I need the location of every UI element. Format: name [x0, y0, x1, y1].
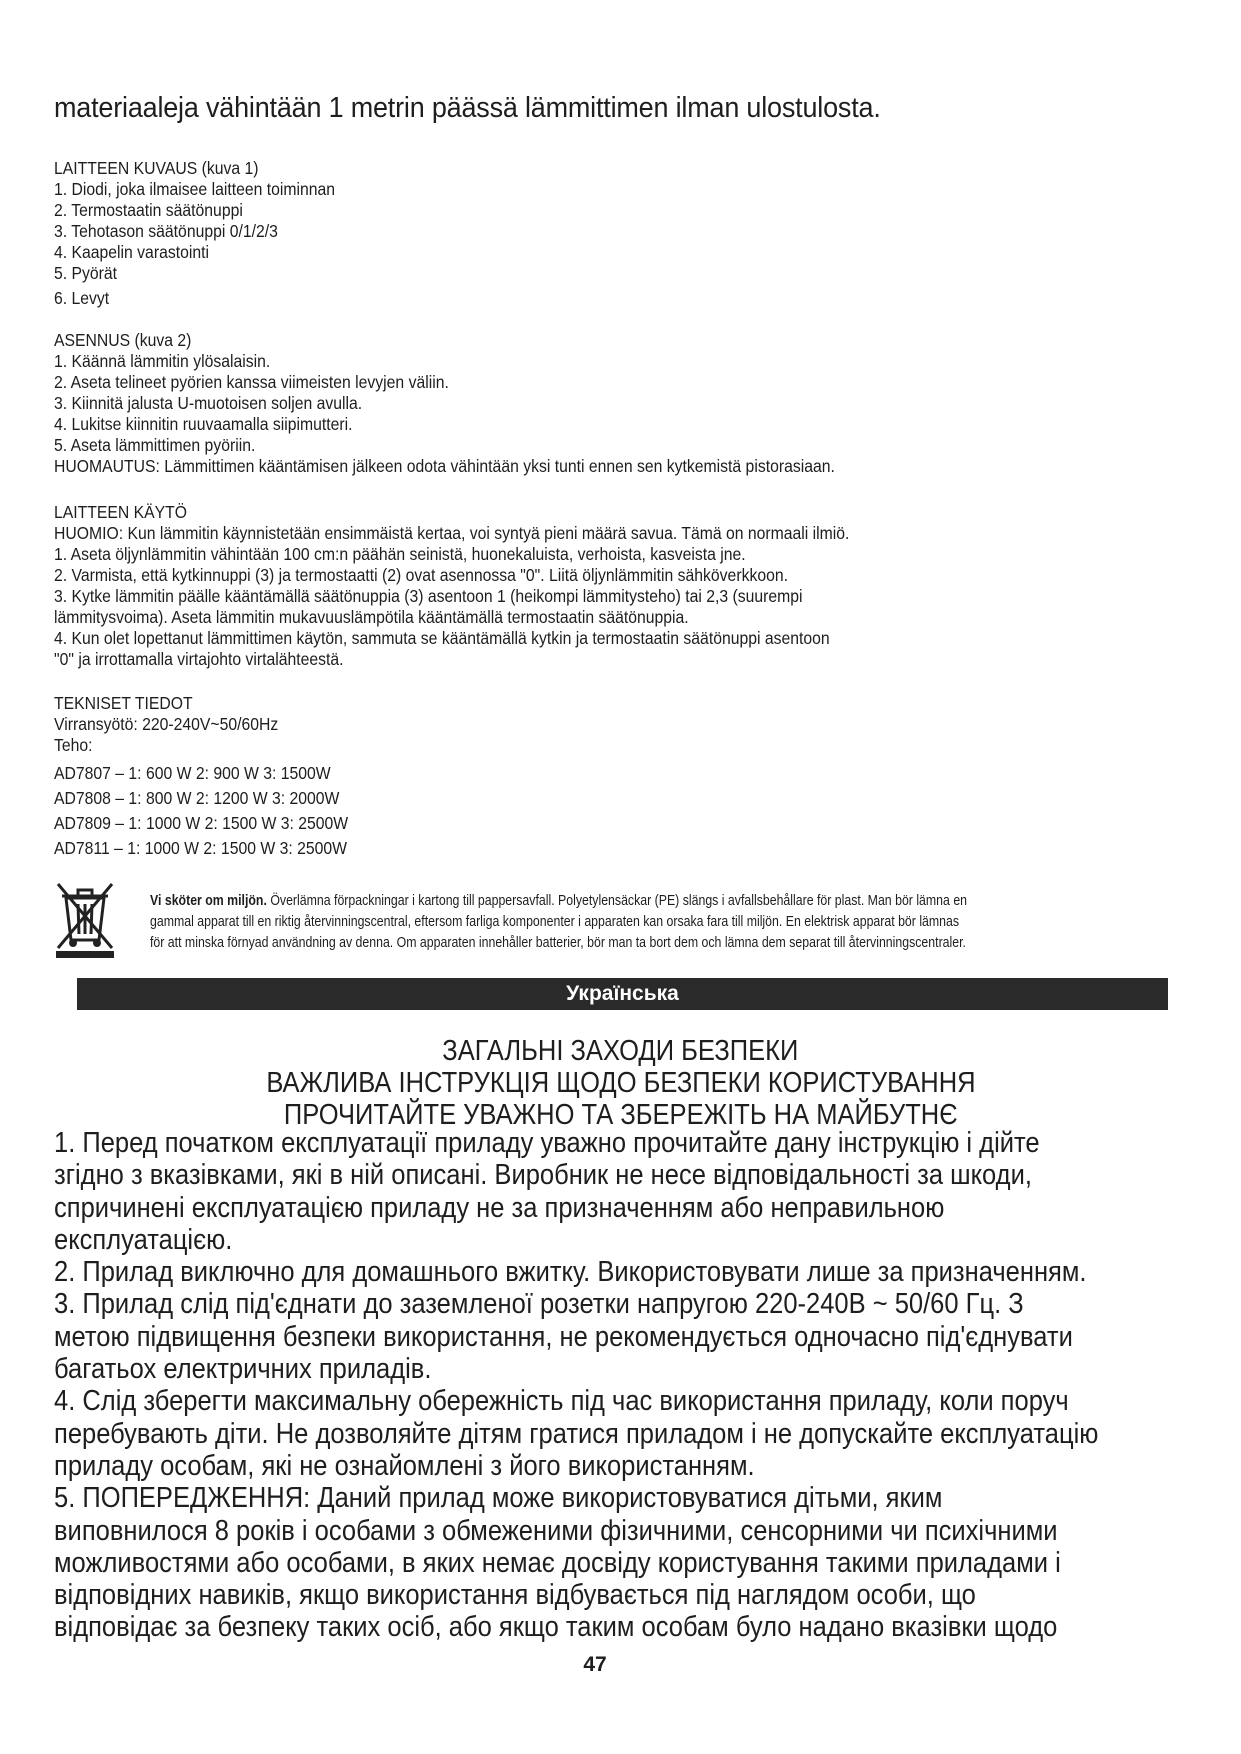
- asennus-item: 4. Lukitse kiinnitin ruuvaamalla siipimutteri.: [54, 414, 353, 434]
- kuvaus-item: 3. Tehotason säätönuppi 0/1/2/3: [54, 221, 278, 241]
- kuvaus-item: 1. Diodi, joka ilmaisee laitteen toiminnan: [54, 179, 336, 199]
- asennus-item: 5. Aseta lämmittimen pyöriin.: [54, 435, 256, 455]
- kaytto-item: 2. Varmista, että kytkinnuppi (3) ja termostaatti (2) ovat asennossa "0". Liitä öljynlämmitin sähköverkkoon.: [54, 565, 788, 585]
- tekniset-line: Teho:: [54, 735, 93, 755]
- model-row: AD7808 – 1: 800 W 2: 1200 W 3: 2000W: [54, 788, 340, 808]
- ua-heading: [0, 1035, 1241, 1067]
- ua-line: приладу особам, які не ознайомлені з його використанням.: [54, 1449, 755, 1482]
- kaytto-item: 3. Kytke lämmitin päälle kääntämällä säätönuppia (3) asentoon 1 (heikompi lämmitysteho) tai 2,3 (suurempi: [54, 586, 803, 606]
- page-number: 47: [583, 1653, 607, 1676]
- ua-line: перебувають діти. Не дозволяйте дітям гратися приладом і не допускайте експлуатацію: [54, 1417, 1099, 1450]
- kaytto-heading: LAITTEEN KÄYTÖ: [54, 502, 188, 522]
- kaytto-item: HUOMIO: Kun lämmitin käynnistetään ensimmäistä kertaa, voi syntyä pieni määrä savua. Tämä on normaali ilmiö.: [54, 523, 850, 543]
- ua-line: 2. Прилад виключно для домашнього вжитку. Використовувати лише за призначенням.: [54, 1256, 1087, 1289]
- asennus-note: HUOMAUTUS: Lämmittimen kääntämisen jälkeen odota vähintään yksi tunti ennen sen kytkemistä pistorasiaan.: [54, 456, 835, 476]
- ua-line: відповідає за безпеку таких осіб, або якщо таким особам було надано вказівки щодо: [54, 1611, 1058, 1644]
- ua-heading-text: ПРОЧИТАЙТЕ УВАЖНО ТА ЗБЕРЕЖІТЬ НА МАЙБУТНЄ: [283, 1099, 958, 1131]
- asennus-item: 2. Aseta telineet pyörien kanssa viimeisten levyjen väliin.: [54, 372, 449, 392]
- model-row: AD7811 – 1: 1000 W 2: 1500 W 3: 2500W: [54, 838, 348, 858]
- ua-line: 4. Слід зберегти максимальну обережність під час використання приладу, коли поруч: [54, 1385, 1069, 1418]
- tekniset-heading: TEKNISET TIEDOT: [54, 693, 193, 713]
- kuvaus-item: 4. Kaapelin varastointi: [54, 242, 209, 262]
- crossed-bin-recycling-icon: [54, 878, 116, 958]
- ua-safety-text: [54, 1127, 1098, 1644]
- language-bar: Українська: [77, 978, 1168, 1010]
- ua-line: експлуатацією.: [54, 1223, 233, 1256]
- kuvaus-heading: LAITTEEN KUVAUS (kuva 1): [54, 158, 259, 178]
- section-kaytto: [54, 502, 849, 670]
- ua-line: виповнилося 8 років і особами з обмеженими фізичними, сенсорними чи психічними: [54, 1514, 1058, 1547]
- environment-note-line: gammal apparat till en riktig återvinningscentral, eftersom farliga komponenter i apparaten kan orsaka fara till miljön. En elektrisk apparat bör lämnas: [150, 914, 960, 930]
- environment-note-bold: Vi sköter om miljön.: [150, 893, 267, 909]
- intro-line: materiaaleja vähintään 1 metrin päässä lämmittimen ilman ulostulosta.: [54, 92, 881, 124]
- asennus-item: 3. Kiinnitä jalusta U-muotoisen soljen avulla.: [54, 393, 363, 413]
- asennus-heading: ASENNUS (kuva 2): [54, 330, 192, 350]
- ua-line: згідно з вказівками, які в ній описані. Виробник не несе відповідальності за шкоди,: [54, 1159, 1032, 1192]
- ua-line: відповідних навиків, якщо використання відбувається під наглядом особи, що: [54, 1579, 976, 1612]
- environment-note-line: för att minska förnyad användning av denna. Om apparaten innehåller batterier, bör man ta bort dem och lämna dem separat till återvinningscentraler.: [150, 935, 966, 951]
- kuvaus-item: 2. Termostaatin säätönuppi: [54, 200, 243, 220]
- ua-heading-text: ЗАГАЛЬНІ ЗАХОДИ БЕЗПЕКИ: [442, 1035, 799, 1067]
- kaytto-item: 4. Kun olet lopettanut lämmittimen käytön, sammuta se kääntämällä kytkin ja termostaatin säätönuppi asentoon: [54, 628, 830, 648]
- model-row: AD7809 – 1: 1000 W 2: 1500 W 3: 2500W: [54, 813, 349, 833]
- ua-line: можливостями або особами, в яких немає досвіду користування такими приладами і: [54, 1546, 1061, 1579]
- ua-line: 1. Перед початком експлуатації приладу уважно прочитайте дану інструкцію і дійте: [54, 1127, 1040, 1159]
- ua-heading-text: ВАЖЛИВА ІНСТРУКЦІЯ ЩОДО БЕЗПЕКИ КОРИСТУВАННЯ: [265, 1067, 976, 1099]
- section-tekniset: [54, 693, 348, 861]
- ua-heading: [0, 1067, 1241, 1099]
- environment-note: [150, 891, 1043, 954]
- ua-line: 3. Прилад слід під'єднати до заземленої розетки напругою 220-240В ~ 50/60 Гц. З: [54, 1288, 1024, 1321]
- tekniset-line: Virransyötö: 220-240V~50/60Hz: [54, 714, 279, 734]
- model-row: AD7807 – 1: 600 W 2: 900 W 3: 1500W: [54, 763, 331, 783]
- section-kuvaus: [54, 158, 335, 309]
- kaytto-item: "0" ja irrottamalla virtajohto virtalähteestä.: [54, 649, 344, 669]
- kuvaus-item: 5. Pyörät: [54, 263, 118, 283]
- kaytto-item: lämmitysvoima). Aseta lämmitin mukavuuslämpötila kääntämällä termostaatin säätönuppia.: [54, 607, 689, 627]
- section-asennus: [54, 330, 835, 477]
- ua-line: 5. ПОПЕРЕДЖЕННЯ: Даний прилад може використовуватися дітьми, яким: [54, 1482, 943, 1515]
- ua-line: метою підвищення безпеки використання, не рекомендується одночасно під'єднувати: [54, 1320, 1073, 1353]
- environment-note-line: Överlämna förpackningar i kartong till pappersavfall. Polyetylensäckar (PE) slängs i avfallsbehållare för plast. Man bör lämna en: [266, 893, 968, 909]
- kaytto-item: 1. Aseta öljynlämmitin vähintään 100 cm:n päähän seinistä, huonekaluista, verhoista, kasveista jne.: [54, 544, 746, 564]
- kuvaus-item: 6. Levyt: [54, 288, 110, 308]
- ua-line: спричинені експлуатацією приладу не за призначенням або неправильною: [54, 1191, 945, 1224]
- asennus-item: 1. Käännä lämmitin ylösalaisin.: [54, 351, 271, 371]
- ua-line: багатьох електричних приладів.: [54, 1353, 432, 1386]
